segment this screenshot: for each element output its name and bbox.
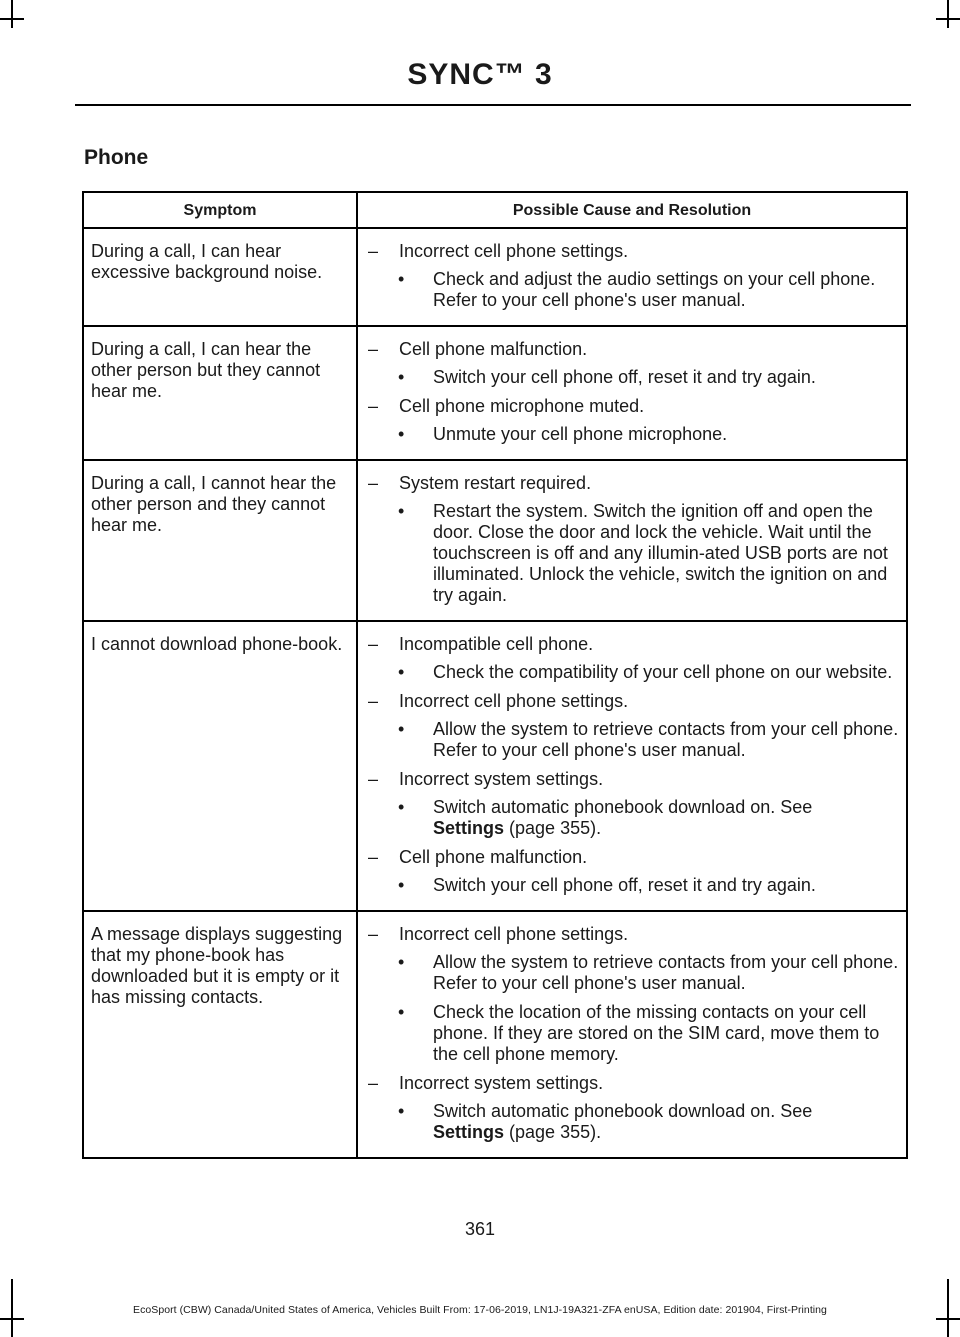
cause-item xyxy=(358,241,900,262)
fix-item xyxy=(358,719,900,761)
symptom-cell: I cannot download phone-book. xyxy=(83,621,357,911)
dash-marker: – xyxy=(368,241,379,261)
fix-description: Restart the system. Switch the ignition off and open the door. Close the door and lock the vehicle. Wait until the touchscreen is off and any illumin-ated USB ports are not illuminated. Unlock the vehicle, switch the ignition on and try again. xyxy=(433,501,888,605)
dash-marker: – xyxy=(368,769,379,789)
fix-item xyxy=(358,1101,900,1143)
page-header-title: SYNC™ 3 xyxy=(407,58,553,91)
fix-text xyxy=(433,662,900,683)
column-header-symptom: Symptom xyxy=(83,192,357,228)
fix-item xyxy=(358,501,900,606)
fix-item xyxy=(358,875,900,896)
cause-item xyxy=(358,339,900,360)
crop-mark-bottom-right xyxy=(936,1318,960,1320)
cause-text: Incorrect cell phone settings. xyxy=(399,691,629,711)
bullet-marker: • xyxy=(398,367,405,387)
cause-block xyxy=(358,769,900,839)
bullet-marker: • xyxy=(398,952,405,972)
page-footer: EcoSport (CBW) Canada/United States of America, Vehicles Built From: 17-06-2019, LN1J-19A321-ZFA enUSA, Edition date: 201904, First-Printing xyxy=(133,1304,827,1316)
resolution-cell xyxy=(357,911,907,1158)
fix-item xyxy=(358,269,900,311)
cause-text: Cell phone malfunction. xyxy=(399,339,588,359)
fix-item xyxy=(358,1002,900,1065)
cause-block xyxy=(358,1073,900,1143)
table-row xyxy=(83,911,907,1158)
resolution-cell xyxy=(357,228,907,326)
cause-text: Incorrect system settings. xyxy=(399,1073,604,1093)
bullet-marker: • xyxy=(398,797,405,817)
fix-text xyxy=(433,1101,900,1143)
cause-text: Incorrect cell phone settings. xyxy=(399,241,629,261)
dash-marker: – xyxy=(368,339,379,359)
fix-description: Check the location of the missing contacts on your cell phone. If they are stored on the SIM card, move them to the cell phone memory. xyxy=(433,1002,880,1064)
dash-marker: – xyxy=(368,473,379,493)
page-reference: (page 355). xyxy=(509,1122,602,1142)
fix-text xyxy=(433,875,900,896)
bullet-marker: • xyxy=(398,501,405,521)
fix-item xyxy=(358,424,900,445)
resolution-cell xyxy=(357,460,907,621)
fix-description: Switch automatic phonebook download on. See xyxy=(433,797,813,817)
troubleshooting-table xyxy=(82,191,908,1159)
fix-description: Unmute your cell phone microphone. xyxy=(433,424,728,444)
column-header-resolution: Possible Cause and Resolution xyxy=(357,192,907,228)
crop-mark-top-right xyxy=(947,0,949,28)
cause-block xyxy=(358,634,900,683)
bullet-marker: • xyxy=(398,662,405,682)
fix-text xyxy=(433,501,900,606)
cross-reference-link[interactable]: Settings xyxy=(433,818,505,838)
symptom-cell: During a call, I can hear excessive background noise. xyxy=(83,228,357,326)
cause-item xyxy=(358,634,900,655)
cause-text: Incorrect system settings. xyxy=(399,769,604,789)
resolution-cell xyxy=(357,621,907,911)
table-row xyxy=(83,621,907,911)
cause-item xyxy=(358,847,900,868)
fix-item xyxy=(358,952,900,994)
fix-description: Check and adjust the audio settings on your cell phone. Refer to your cell phone's user manual. xyxy=(433,269,876,310)
dash-marker: – xyxy=(368,691,379,711)
fix-text xyxy=(433,269,900,311)
fix-description: Switch your cell phone off, reset it and try again. xyxy=(433,875,816,895)
cross-reference-link[interactable]: Settings xyxy=(433,1122,505,1142)
cause-block xyxy=(358,473,900,606)
table-row xyxy=(83,326,907,460)
dash-marker: – xyxy=(368,1073,379,1093)
fix-item xyxy=(358,797,900,839)
cause-text: Cell phone malfunction. xyxy=(399,847,588,867)
cause-block xyxy=(358,396,900,445)
fix-description: Switch automatic phonebook download on. See xyxy=(433,1101,813,1121)
crop-mark-top-right xyxy=(936,18,960,20)
fix-item xyxy=(358,662,900,683)
cause-item xyxy=(358,924,900,945)
crop-mark-top-left xyxy=(11,0,13,28)
header-divider xyxy=(75,104,911,106)
symptom-cell: During a call, I cannot hear the other person and they cannot hear me. xyxy=(83,460,357,621)
fix-text xyxy=(433,1002,900,1065)
bullet-marker: • xyxy=(398,424,405,444)
dash-marker: – xyxy=(368,847,379,867)
cause-item xyxy=(358,769,900,790)
bullet-marker: • xyxy=(398,269,405,289)
fix-text xyxy=(433,797,900,839)
fix-item xyxy=(358,367,900,388)
table-row xyxy=(83,228,907,326)
fix-text xyxy=(433,952,900,994)
cause-item xyxy=(358,473,900,494)
bullet-marker: • xyxy=(398,719,405,739)
cause-block xyxy=(358,241,900,311)
dash-marker: – xyxy=(368,396,379,416)
crop-mark-bottom-left xyxy=(0,1318,24,1320)
fix-text xyxy=(433,719,900,761)
fix-text xyxy=(433,424,900,445)
dash-marker: – xyxy=(368,634,379,654)
section-title: Phone xyxy=(84,146,149,169)
cause-block xyxy=(358,924,900,1065)
cause-text: Incompatible cell phone. xyxy=(399,634,594,654)
bullet-marker: • xyxy=(398,875,405,895)
bullet-marker: • xyxy=(398,1002,405,1022)
cause-block xyxy=(358,847,900,896)
table-header-row xyxy=(83,192,907,228)
symptom-cell: A message displays suggesting that my phone-book has downloaded but it is empty or it has missing contacts. xyxy=(83,911,357,1158)
dash-marker: – xyxy=(368,924,379,944)
page-number: 361 xyxy=(464,1219,496,1239)
cause-block xyxy=(358,691,900,761)
cause-text: Cell phone microphone muted. xyxy=(399,396,645,416)
fix-text xyxy=(433,367,900,388)
bullet-marker: • xyxy=(398,1101,405,1121)
cause-text: Incorrect cell phone settings. xyxy=(399,924,629,944)
resolution-cell xyxy=(357,326,907,460)
page-reference: (page 355). xyxy=(509,818,602,838)
cause-text: System restart required. xyxy=(399,473,592,493)
fix-description: Switch your cell phone off, reset it and try again. xyxy=(433,367,816,387)
table-body xyxy=(83,228,907,1158)
fix-description: Allow the system to retrieve contacts from your cell phone. Refer to your cell phone's user manual. xyxy=(433,719,899,760)
crop-mark-top-left xyxy=(0,18,24,20)
table-row xyxy=(83,460,907,621)
cause-item xyxy=(358,396,900,417)
fix-description: Allow the system to retrieve contacts from your cell phone. Refer to your cell phone's user manual. xyxy=(433,952,899,993)
cause-block xyxy=(358,339,900,388)
fix-description: Check the compatibility of your cell phone on our website. xyxy=(433,662,893,682)
cause-item xyxy=(358,691,900,712)
symptom-cell: During a call, I can hear the other person but they cannot hear me. xyxy=(83,326,357,460)
cause-item xyxy=(358,1073,900,1094)
